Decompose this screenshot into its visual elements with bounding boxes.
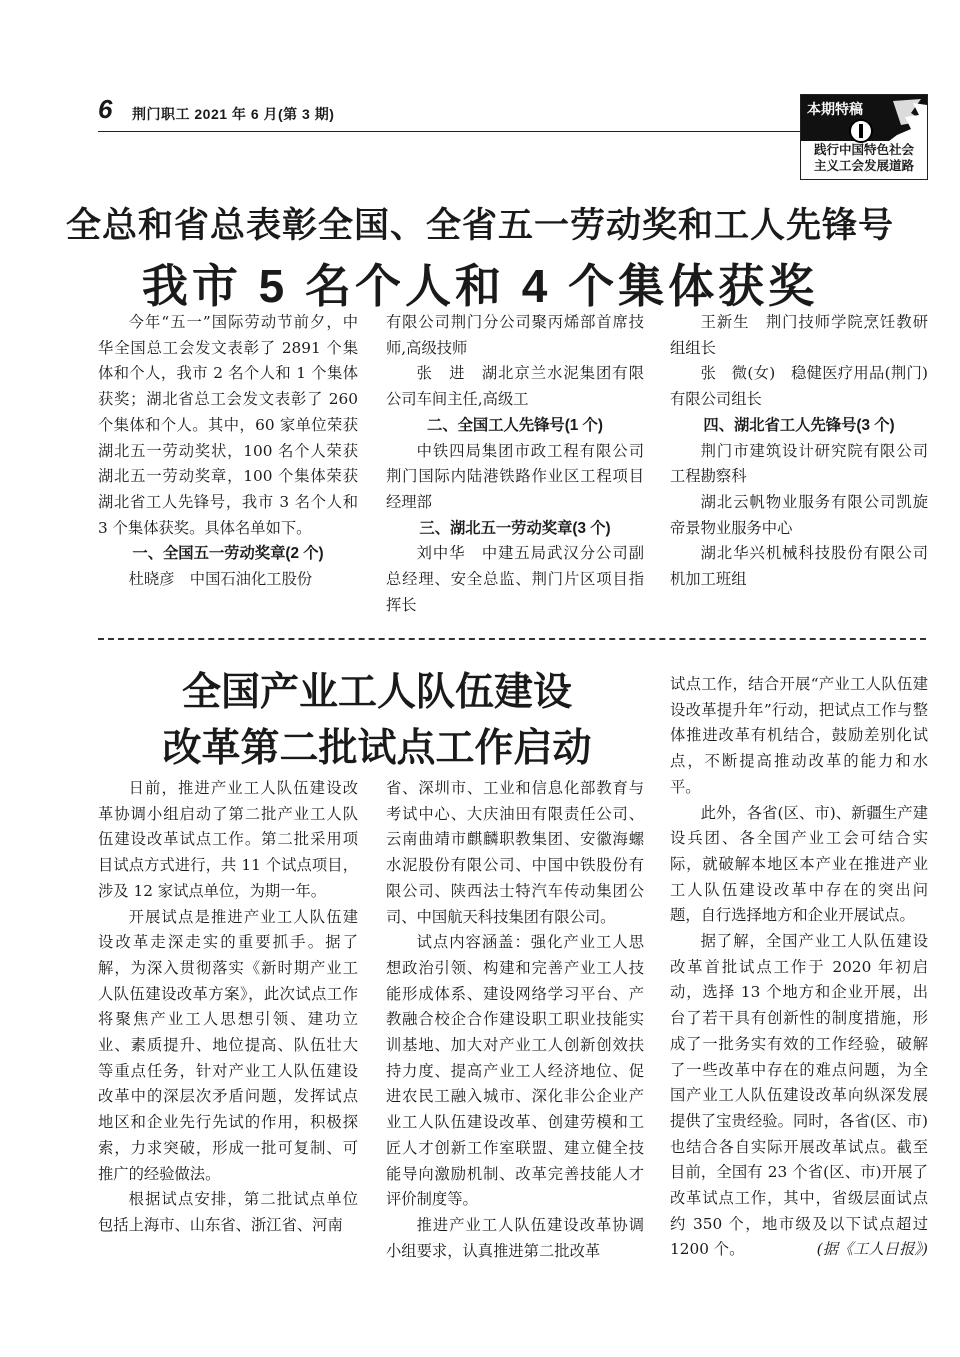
award-entry: 中铁四局集团市政工程有限公司荆门国际内陆港铁路作业区工程项目经理部 (386, 441, 644, 511)
article2-paragraph: 试点工作，结合开展“产业工人队伍建设改革提升年”行动，把试点工作与整体推进改革有机结合，鼓励差别化试点，不断提高推动改革的能力和水平。 (670, 675, 928, 796)
page-header (98, 94, 798, 128)
article1-column-1 (98, 310, 358, 593)
article2-paragraph: 省、深圳市、工业和信息化部教育与考试中心、大庆油田有限责任公司、云南曲靖市麒麟职教集团、安徽海螺水泥股份有限公司、中国中铁股份有限公司、陕西法士特汽车传动集团公司、中国航天科技集团有限公司。 (386, 779, 644, 926)
article2-paragraph: 开展试点是推进产业工人队伍建设改革走深走实的重要抓手。据了解，为深入贯彻落实《新时期产业工人队伍建设改革方案》，此次试点工作将聚焦产业工人思想引领、建功立业、素质提升、地位提高、队伍壮大等重点任务，针对产业工人队伍建设改革中的深层次矛盾问题，发挥试点地区和企业先行先试的作用，积极探索，力求突破，形成一批可复制、可推广的经验做法。 (98, 907, 358, 1183)
badge-subtitle-line2: 主义工会发展道路 (813, 159, 914, 173)
article1-headline: 全总和省总表彰全国、全省五一劳动奖和工人先锋号 (65, 206, 894, 245)
article2-paragraph-text: 据了解，全国产业工人队伍建设改革首批试点工作于 2020 年初启动，选择 13 个地方和企业开展，出台了若干具有创新性的制度措施，形成了一批务实有效的工作经验，破解了一些改革中存在的难点问题，为全国产业工人队伍建设改革向纵深发展提供了宝贵经验。同时，各省(区、市)也结合各自实际开展改革试点。截至目前，全国有 23 个省(区、市)开展了改革试点工作，其中，省级层面试点约 350 个，地市级及以下试点超过 1200 个。 (670, 932, 928, 1259)
section-heading: 三、湖北五一劳动奖章(3 个) (419, 519, 611, 537)
section-heading: 二、全国工人先锋号(1 个) (427, 416, 603, 434)
article1-subheadline: 我市 5 名个人和 4 个集体获奖 (141, 260, 819, 312)
badge-subtitle-line1: 践行中国特色社会 (813, 143, 914, 157)
article2-paragraph: 推进产业工人队伍建设改革协调小组要求，认真推进第二批改革 (386, 1215, 644, 1260)
article2-paragraph (670, 929, 928, 1263)
article2-title-line1: 全国产业工人队伍建设 (181, 669, 572, 715)
article1-column-3 (670, 310, 928, 593)
article2-paragraph: 试点内容涵盖：强化产业工人思想政治引领、构建和完善产业工人技能形成体系、建设网络学习平台、产教融合校企合作建设职工职业技能实训基地、加大对产业工人创新创效扶持力度、提高产业工人经济地位、促进农民工融入城市、深化非公企业产业工人队伍建设改革、创建劳模和工匠人才创新工作室联盟、建立健全技能导向激励机制、改革完善技能人才评价制度等。 (386, 933, 644, 1209)
article2-paragraph: 此外，各省(区、市)、新疆生产建设兵团、各全国产业工会可结合实际，就破解本地区本产业在推进产业工人队伍建设改革中存在的突出问题，自行选择地方和企业开展试点。 (670, 803, 928, 925)
feature-badge (800, 94, 928, 180)
article2-column-3 (670, 672, 928, 1263)
award-entry: 湖北云帆物业服务有限公司凯旋帝景物业服务中心 (670, 492, 928, 537)
badge-title: 本期特稿 (807, 101, 863, 117)
article-separator (98, 638, 926, 640)
article2-column-1 (98, 776, 358, 1239)
section-heading: 四、湖北省工人先锋号(3 个) (703, 416, 895, 434)
badge-subtitle (801, 142, 927, 174)
award-entry: 张 进 湖北京兰水泥集团有限公司车间主任,高级工 (386, 364, 644, 409)
article2-paragraph: 日前，推进产业工人队伍建设改革协调小组启动了第二批产业工人队伍建设改革试点工作。第二批采用项目试点方式进行，共 11 个试点项目，涉及 12 家试点单位，为期一年。 (98, 779, 358, 900)
article1-intro: 今年“五一”国际劳动节前夕，中华全国总工会发文表彰了 2891 个集体和个人，我市 2 名个人和 1 个集体获奖；湖北省总工会发文表彰了 260 个集体和个人。其中，60 家单位荣获湖北五一劳动奖状，100 名个人荣获湖北五一劳动奖章，100 个集体荣获湖北省工人先锋号，我市 3 名个人和 3 个集体获奖。具体名单如下。 (98, 313, 358, 537)
article-source: (据《工人日报》) (816, 1240, 928, 1259)
masthead: 荆门职工 2021 年 6 月(第 3 期) (132, 106, 335, 122)
award-entry: 刘中华 中建五局武汉分公司副总经理、安全总监、荆门片区项目指挥长 (386, 544, 644, 614)
award-entry: 荆门市建筑设计研究院有限公司工程勘察科 (670, 441, 928, 486)
header-rule (98, 131, 800, 132)
award-entry: 有限公司荆门分公司聚丙烯部首席技师,高级技师 (386, 313, 644, 357)
page-number: 6 (98, 94, 113, 124)
article2-title (98, 664, 656, 776)
article2-column-2 (386, 776, 644, 1264)
article1-column-2 (386, 310, 644, 618)
award-entry: 王新生 荆门技师学院烹饪教研组组长 (670, 313, 928, 357)
article2-title-line2: 改革第二批试点工作启动 (162, 725, 592, 771)
section-heading: 一、全国五一劳动奖章(2 个) (132, 545, 324, 563)
award-entry: 湖北华兴机械科技股份有限公司机加工班组 (670, 544, 928, 589)
union-emblem-icon (849, 119, 873, 143)
award-entry: 张 微(女) 稳健医疗用品(荆门)有限公司组长 (670, 364, 928, 409)
award-entry: 杜晓彦 中国石油化工股份 (128, 570, 313, 589)
article2-paragraph: 根据试点安排，第二批试点单位包括上海市、山东省、浙江省、河南 (98, 1190, 358, 1234)
